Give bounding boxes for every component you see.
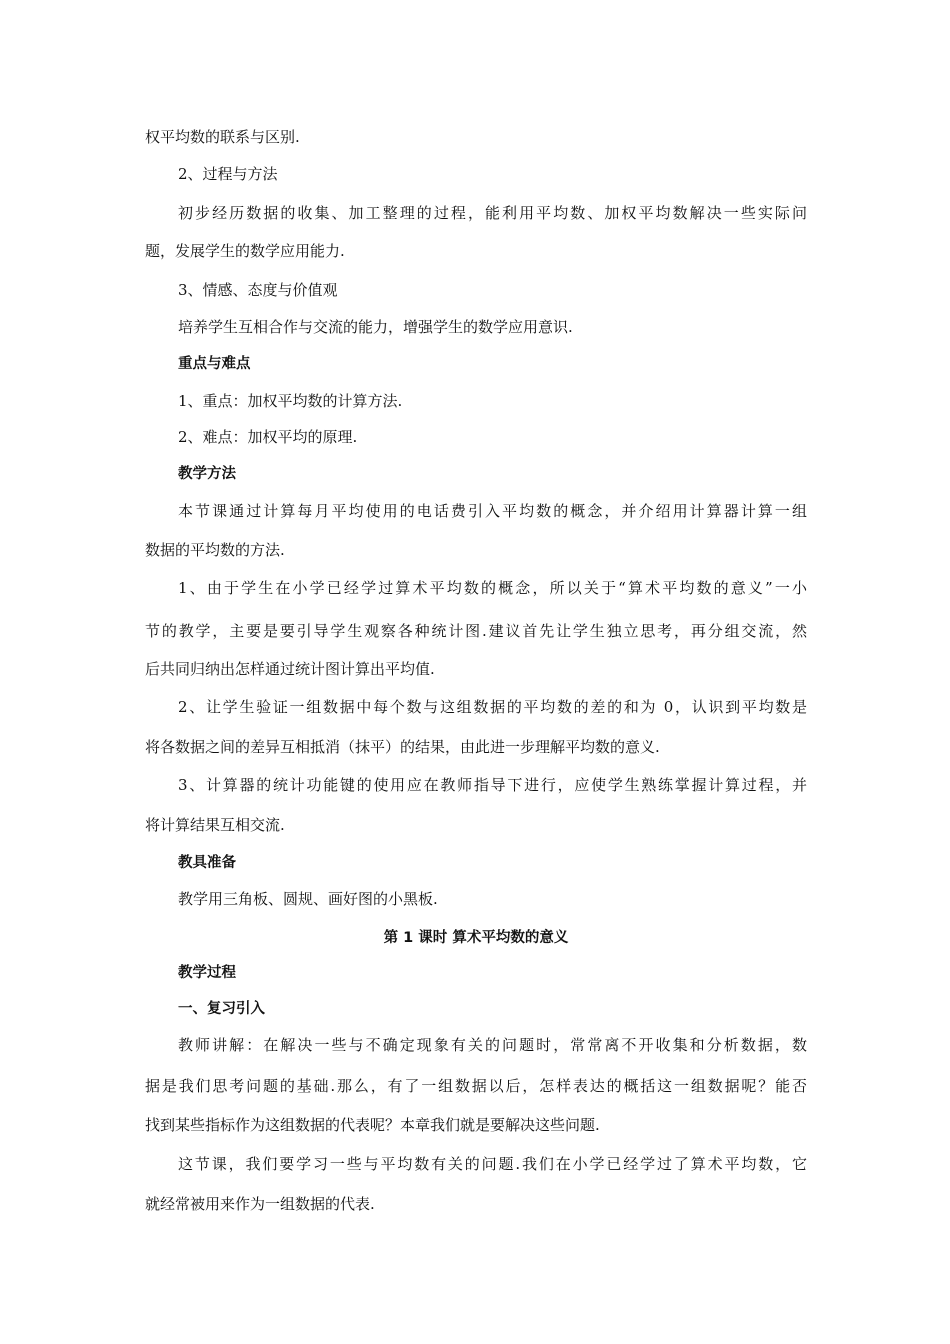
section-heading: 一、复习引入 (178, 1001, 265, 1017)
paragraph-line: 2、难点：加权平均的原理. (178, 428, 358, 446)
paragraph-line: 权平均数的联系与区别. (145, 128, 300, 146)
paragraph-line: 题，发展学生的数学应用能力. (145, 242, 345, 260)
paragraph-line: 就经常被用来作为一组数据的代表. (145, 1195, 375, 1213)
section-heading: 教具准备 (178, 855, 236, 871)
paragraph-line: 1、由于学生在小学已经学过算术平均数的概念，所以关于“算术平均数的意义”一小 (178, 579, 807, 597)
paragraph-line: 找到某些指标作为这组数据的代表呢？本章我们就是要解决这些问题. (145, 1116, 600, 1134)
paragraph-line: 1、重点：加权平均数的计算方法. (178, 392, 403, 410)
section-heading: 教学过程 (178, 965, 236, 981)
subheading: 3、情感、态度与价值观 (178, 281, 338, 299)
paragraph-line: 3、计算器的统计功能键的使用应在教师指导下进行，应使学生熟练掌握计算过程，并 (178, 776, 807, 794)
paragraph-line: 据是我们思考问题的基础.那么，有了一组数据以后，怎样表达的概括这一组数据呢？能否 (145, 1077, 807, 1095)
subheading: 2、过程与方法 (178, 165, 278, 183)
paragraph-line: 2、让学生验证一组数据中每个数与这组数据的平均数的差的和为 0，认识到平均数是 (178, 698, 807, 716)
lesson-title: 第 1 课时 算术平均数的意义 (383, 930, 569, 946)
paragraph-line: 节的教学，主要是要引导学生观察各种统计图.建议首先让学生独立思考，再分组交流，然 (145, 622, 807, 640)
paragraph-line: 这节课，我们要学习一些与平均数有关的问题.我们在小学已经学过了算术平均数，它 (178, 1155, 807, 1173)
paragraph-line: 数据的平均数的方法. (145, 541, 285, 559)
paragraph-line: 教师讲解：在解决一些与不确定现象有关的问题时，常常离不开收集和分析数据，数 (178, 1036, 807, 1054)
paragraph-line: 培养学生互相合作与交流的能力，增强学生的数学应用意识. (178, 318, 573, 336)
paragraph-line: 将计算结果互相交流. (145, 816, 285, 834)
paragraph-line: 教学用三角板、圆规、画好图的小黑板. (178, 890, 438, 908)
paragraph-line: 将各数据之间的差异互相抵消（抹平）的结果，由此进一步理解平均数的意义. (145, 738, 660, 756)
paragraph-line: 本节课通过计算每月平均使用的电话费引入平均数的概念，并介绍用计算器计算一组 (178, 502, 807, 520)
section-heading: 教学方法 (178, 466, 236, 482)
section-heading: 重点与难点 (178, 356, 251, 372)
paragraph-line: 后共同归纳出怎样通过统计图计算出平均值. (145, 660, 435, 678)
paragraph-line: 初步经历数据的收集、加工整理的过程，能利用平均数、加权平均数解决一些实际问 (178, 204, 807, 222)
